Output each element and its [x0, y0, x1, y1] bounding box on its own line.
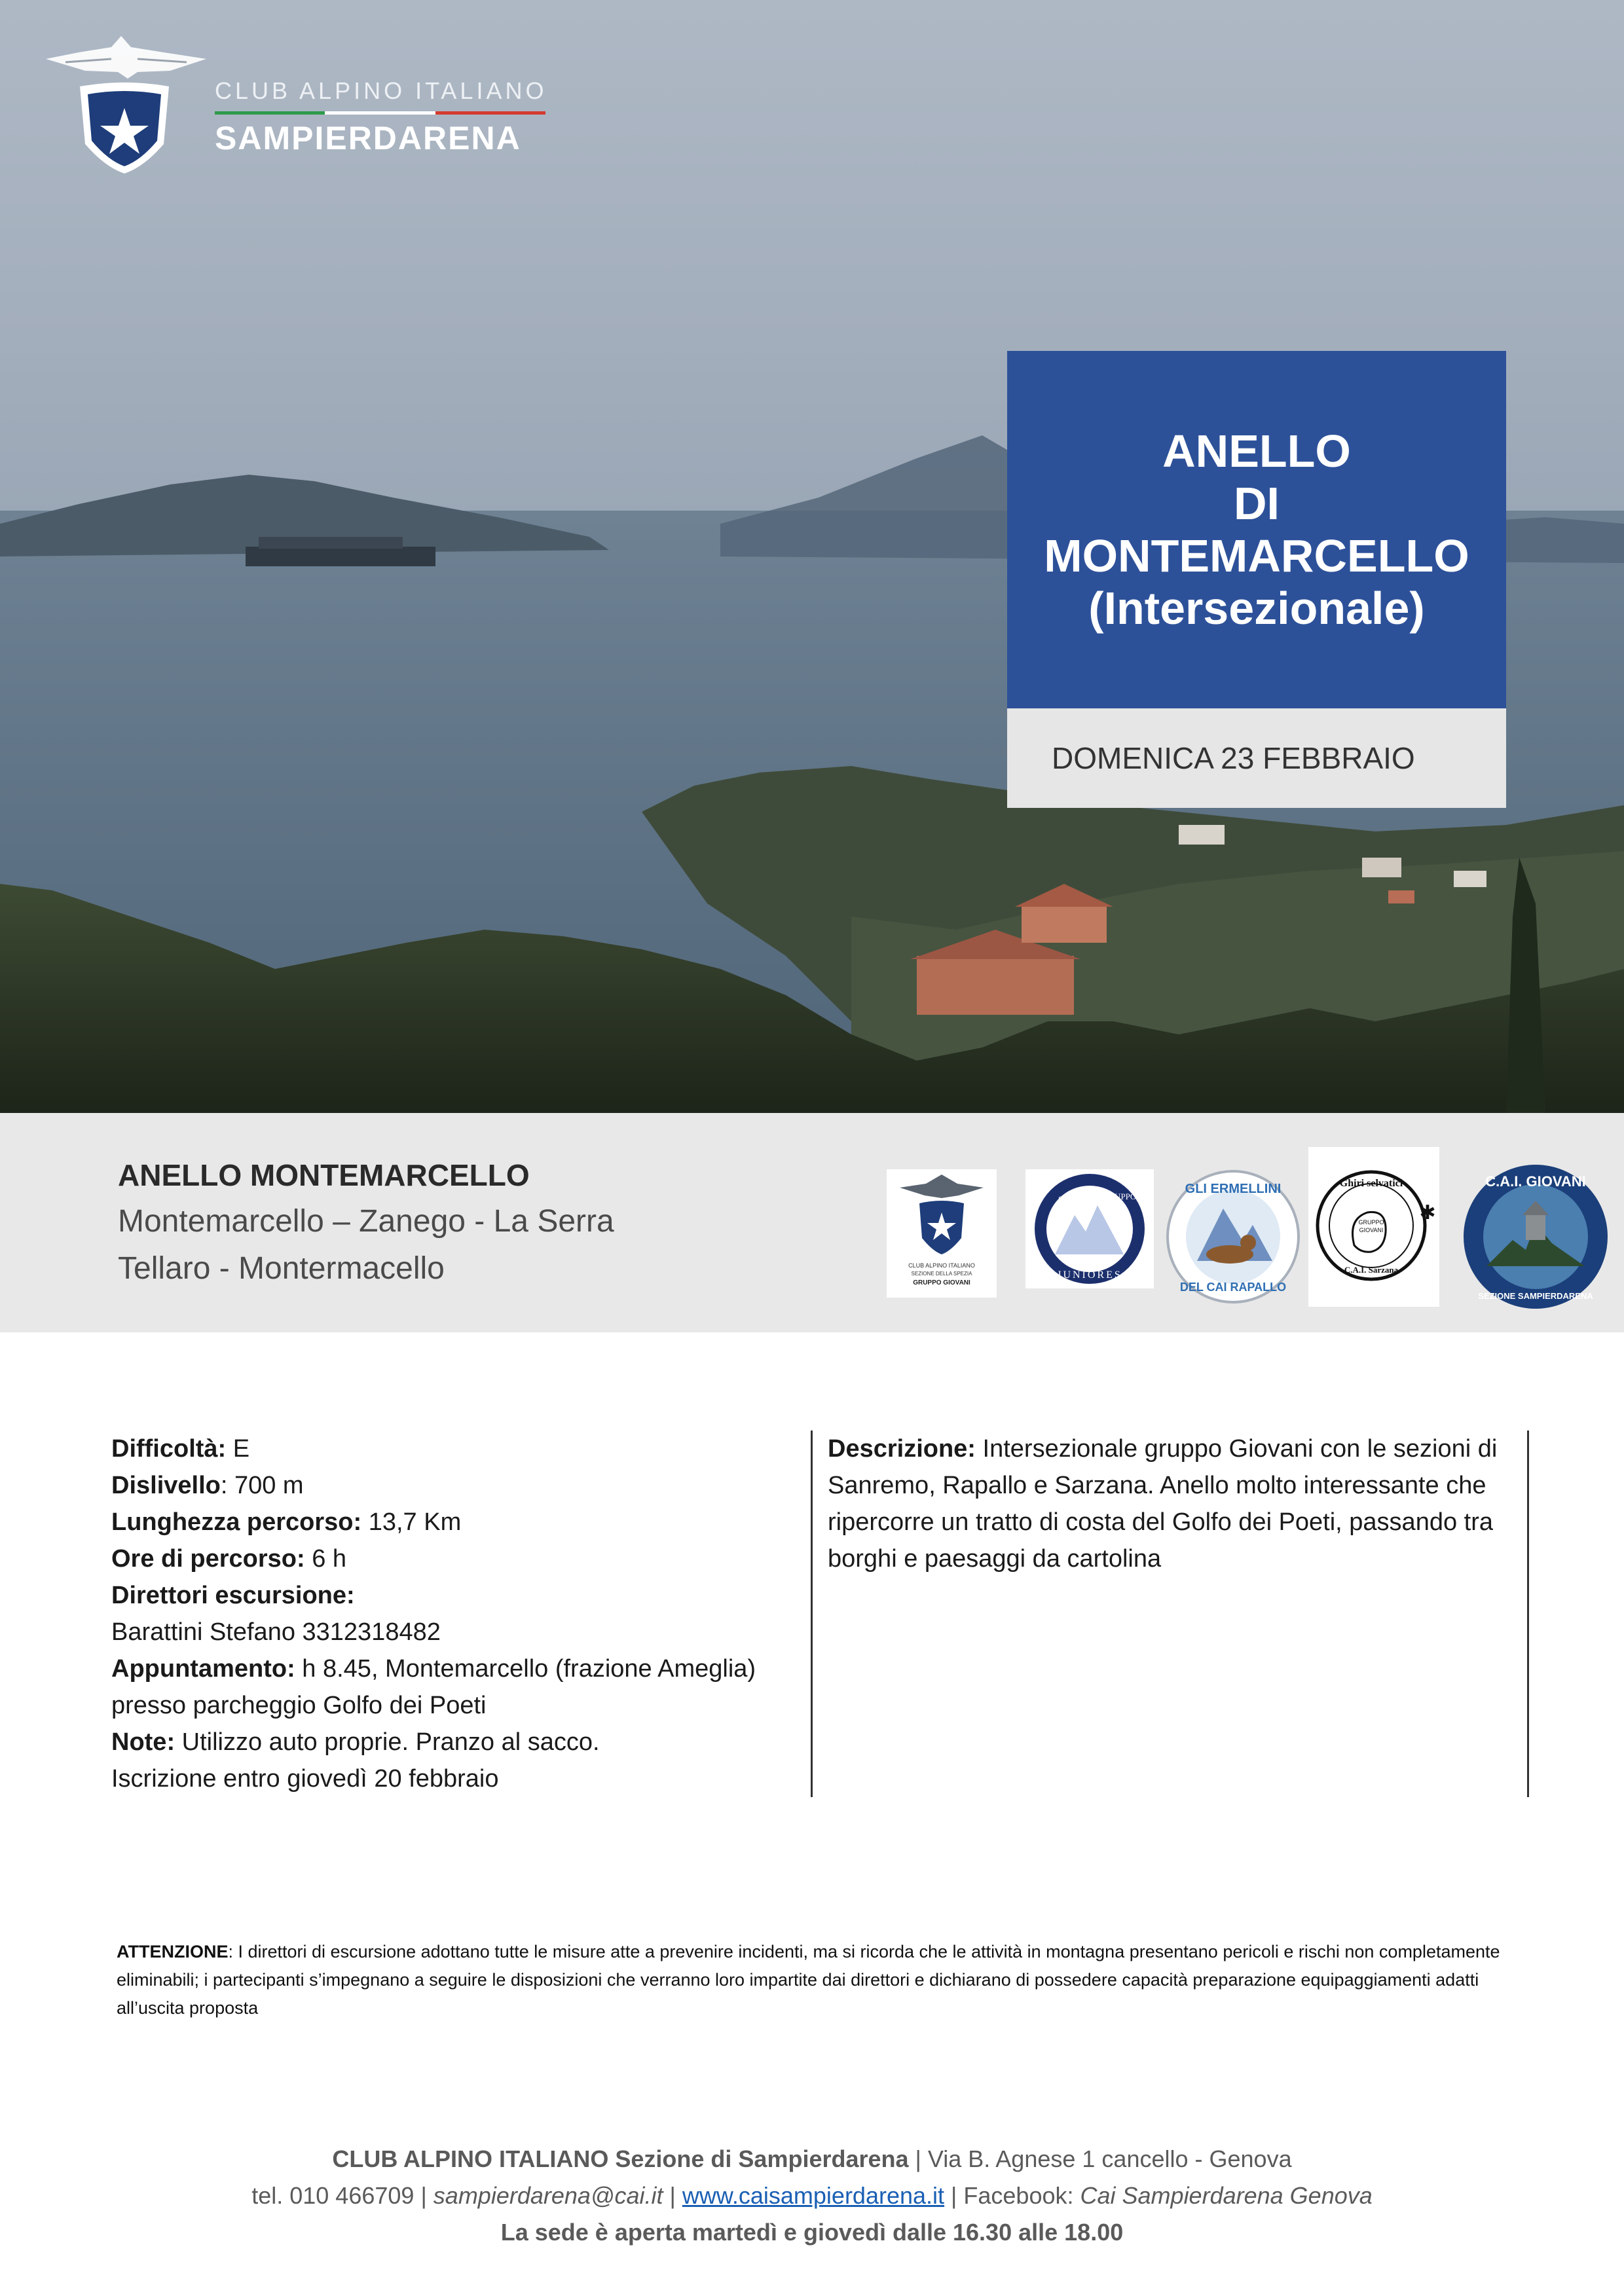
- details-column: [111, 1430, 799, 1797]
- footer-phone: tel. 010 466709 |: [251, 2182, 434, 2209]
- badge-sarzana-top: Ghiri selvatici: [1339, 1178, 1403, 1189]
- route-title: ANELLO MONTEMARCELLO: [118, 1158, 530, 1192]
- badge-sanremo-juniores: [1025, 1169, 1154, 1288]
- description-column: [828, 1430, 1509, 1577]
- title-line2: DI: [1233, 478, 1280, 529]
- footer: [0, 2141, 1624, 2251]
- footer-address: | Via B. Agnese 1 cancello - Genova: [908, 2145, 1292, 2172]
- badge-sarzana-mid2: GIOVANI: [1359, 1227, 1384, 1233]
- detail-appuntamento: Appuntamento: h 8.45, Montemarcello (frazione Ameglia) presso parcheggio Golfo dei Poeti: [111, 1655, 756, 1719]
- event-date: DOMENICA 23 FEBBRAIO: [1007, 708, 1506, 808]
- detail-difficolta: Difficoltà: E: [111, 1435, 250, 1463]
- badge-sarzana-ghiri: [1308, 1147, 1439, 1307]
- event-title-box: [1007, 351, 1506, 708]
- cai-logo: [39, 33, 547, 183]
- footer-org: CLUB ALPINO ITALIANO Sezione di Sampierdarena: [332, 2145, 909, 2172]
- detail-lunghezza: Lunghezza percorso: 13,7 Km: [111, 1508, 462, 1536]
- logo-line2: SAMPIERDARENA: [215, 120, 521, 156]
- route-line2: Tellaro - Montermacello: [118, 1251, 445, 1286]
- detail-direttori-label: Direttori escursione:: [111, 1582, 355, 1609]
- warning-notice: [117, 1938, 1524, 2022]
- badge-rapallo-top: GLI ERMELLINI: [1185, 1182, 1282, 1196]
- footer-email[interactable]: sampierdarena@cai.it: [433, 2182, 663, 2209]
- title-line1: ANELLO: [1162, 426, 1351, 477]
- warning-text: : I direttori di escursione adottano tutte le misure atte a prevenire incidenti, ma si ricorda che le attività in montagna presentano pericoli e rischi non completamente eliminabili; i partecipanti s’impegnano a seguire le disposizioni che verranno loro impartite dai direttori e dichiarano di possedere capacità preparazione equipaggiamenti adatti all’uscita proposta: [117, 1942, 1500, 2018]
- badge-spezia-giovani: [887, 1169, 997, 1298]
- detail-direttori-value: Barattini Stefano 3312318482: [111, 1618, 441, 1646]
- detail-dislivello: Dislivello: 700 m: [111, 1472, 304, 1499]
- detail-ore: Ore di percorso: 6 h: [111, 1545, 347, 1573]
- footer-line2: tel. 010 466709 | sampierdarena@cai.it | www.caisampierdarena.it | Facebook: Cai Sampierdarena Genova: [251, 2182, 1373, 2209]
- badge-sampierdarena-giovani: [1460, 1161, 1611, 1312]
- badge-rapallo-bottom: DEL CAI RAPALLO: [1179, 1281, 1287, 1294]
- warning-label: ATTENZIONE: [117, 1942, 229, 1961]
- footer-facebook[interactable]: Cai Sampierdarena Genova: [1080, 2182, 1373, 2209]
- description-text: Descrizione: Intersezionale gruppo Giovani con le sezioni di Sanremo, Rapallo e Sarzana. Anello molto interessante che ripercorre un tratto di costa del Golfo dei Poeti, passando tra borghi e paesaggi da cartolina: [828, 1435, 1498, 1573]
- badge-spezia-line3: GRUPPO GIOVANI: [913, 1279, 970, 1286]
- badge-sanremo-bottom: JUNIORES: [1057, 1269, 1122, 1281]
- tricolor-stripe: [215, 111, 545, 115]
- badge-sampierdarena-bottom: SEZIONE SAMPIERDARENA: [1478, 1291, 1593, 1301]
- badge-spezia-line2: SEZIONE DELLA SPEZIA: [911, 1271, 972, 1277]
- badge-sarzana-bottom: C.A.I. Sarzana: [1344, 1265, 1399, 1275]
- badge-sampierdarena-top: C.A.I. GIOVANI: [1485, 1173, 1586, 1190]
- badge-rapallo-ermellini: [1164, 1169, 1302, 1304]
- column-divider-right: [1527, 1430, 1529, 1797]
- logo-line1: CLUB ALPINO ITALIANO: [215, 77, 547, 104]
- edelweiss-icon: ✱: [1419, 1202, 1436, 1224]
- eagle-shield-icon: [39, 33, 216, 183]
- badge-sarzana-mid1: GRUPPO: [1358, 1219, 1384, 1226]
- badge-spezia-line1: CLUB ALPINO ITALIANO: [908, 1262, 975, 1269]
- badge-sanremo-top2: GRUPPO: [1103, 1192, 1137, 1201]
- badge-sanremo-top: SANREMO: [1058, 1194, 1100, 1204]
- footer-line1: [0, 2141, 1624, 2178]
- detail-note: Note: Utilizzo auto proprie. Pranzo al sacco.: [111, 1728, 600, 1756]
- title-line3: MONTEMARCELLO: [1044, 530, 1469, 581]
- route-line1: Montemarcello – Zanego - La Serra: [118, 1204, 614, 1239]
- detail-iscrizione: Iscrizione entro giovedì 20 febbraio: [111, 1765, 499, 1793]
- column-divider-left: [811, 1430, 813, 1797]
- footer-website-link[interactable]: www.caisampierdarena.it: [682, 2182, 945, 2209]
- title-line4: (Intersezionale): [1088, 583, 1425, 634]
- footer-hours: La sede è aperta martedì e giovedì dalle 16.30 alle 18.00: [500, 2219, 1124, 2246]
